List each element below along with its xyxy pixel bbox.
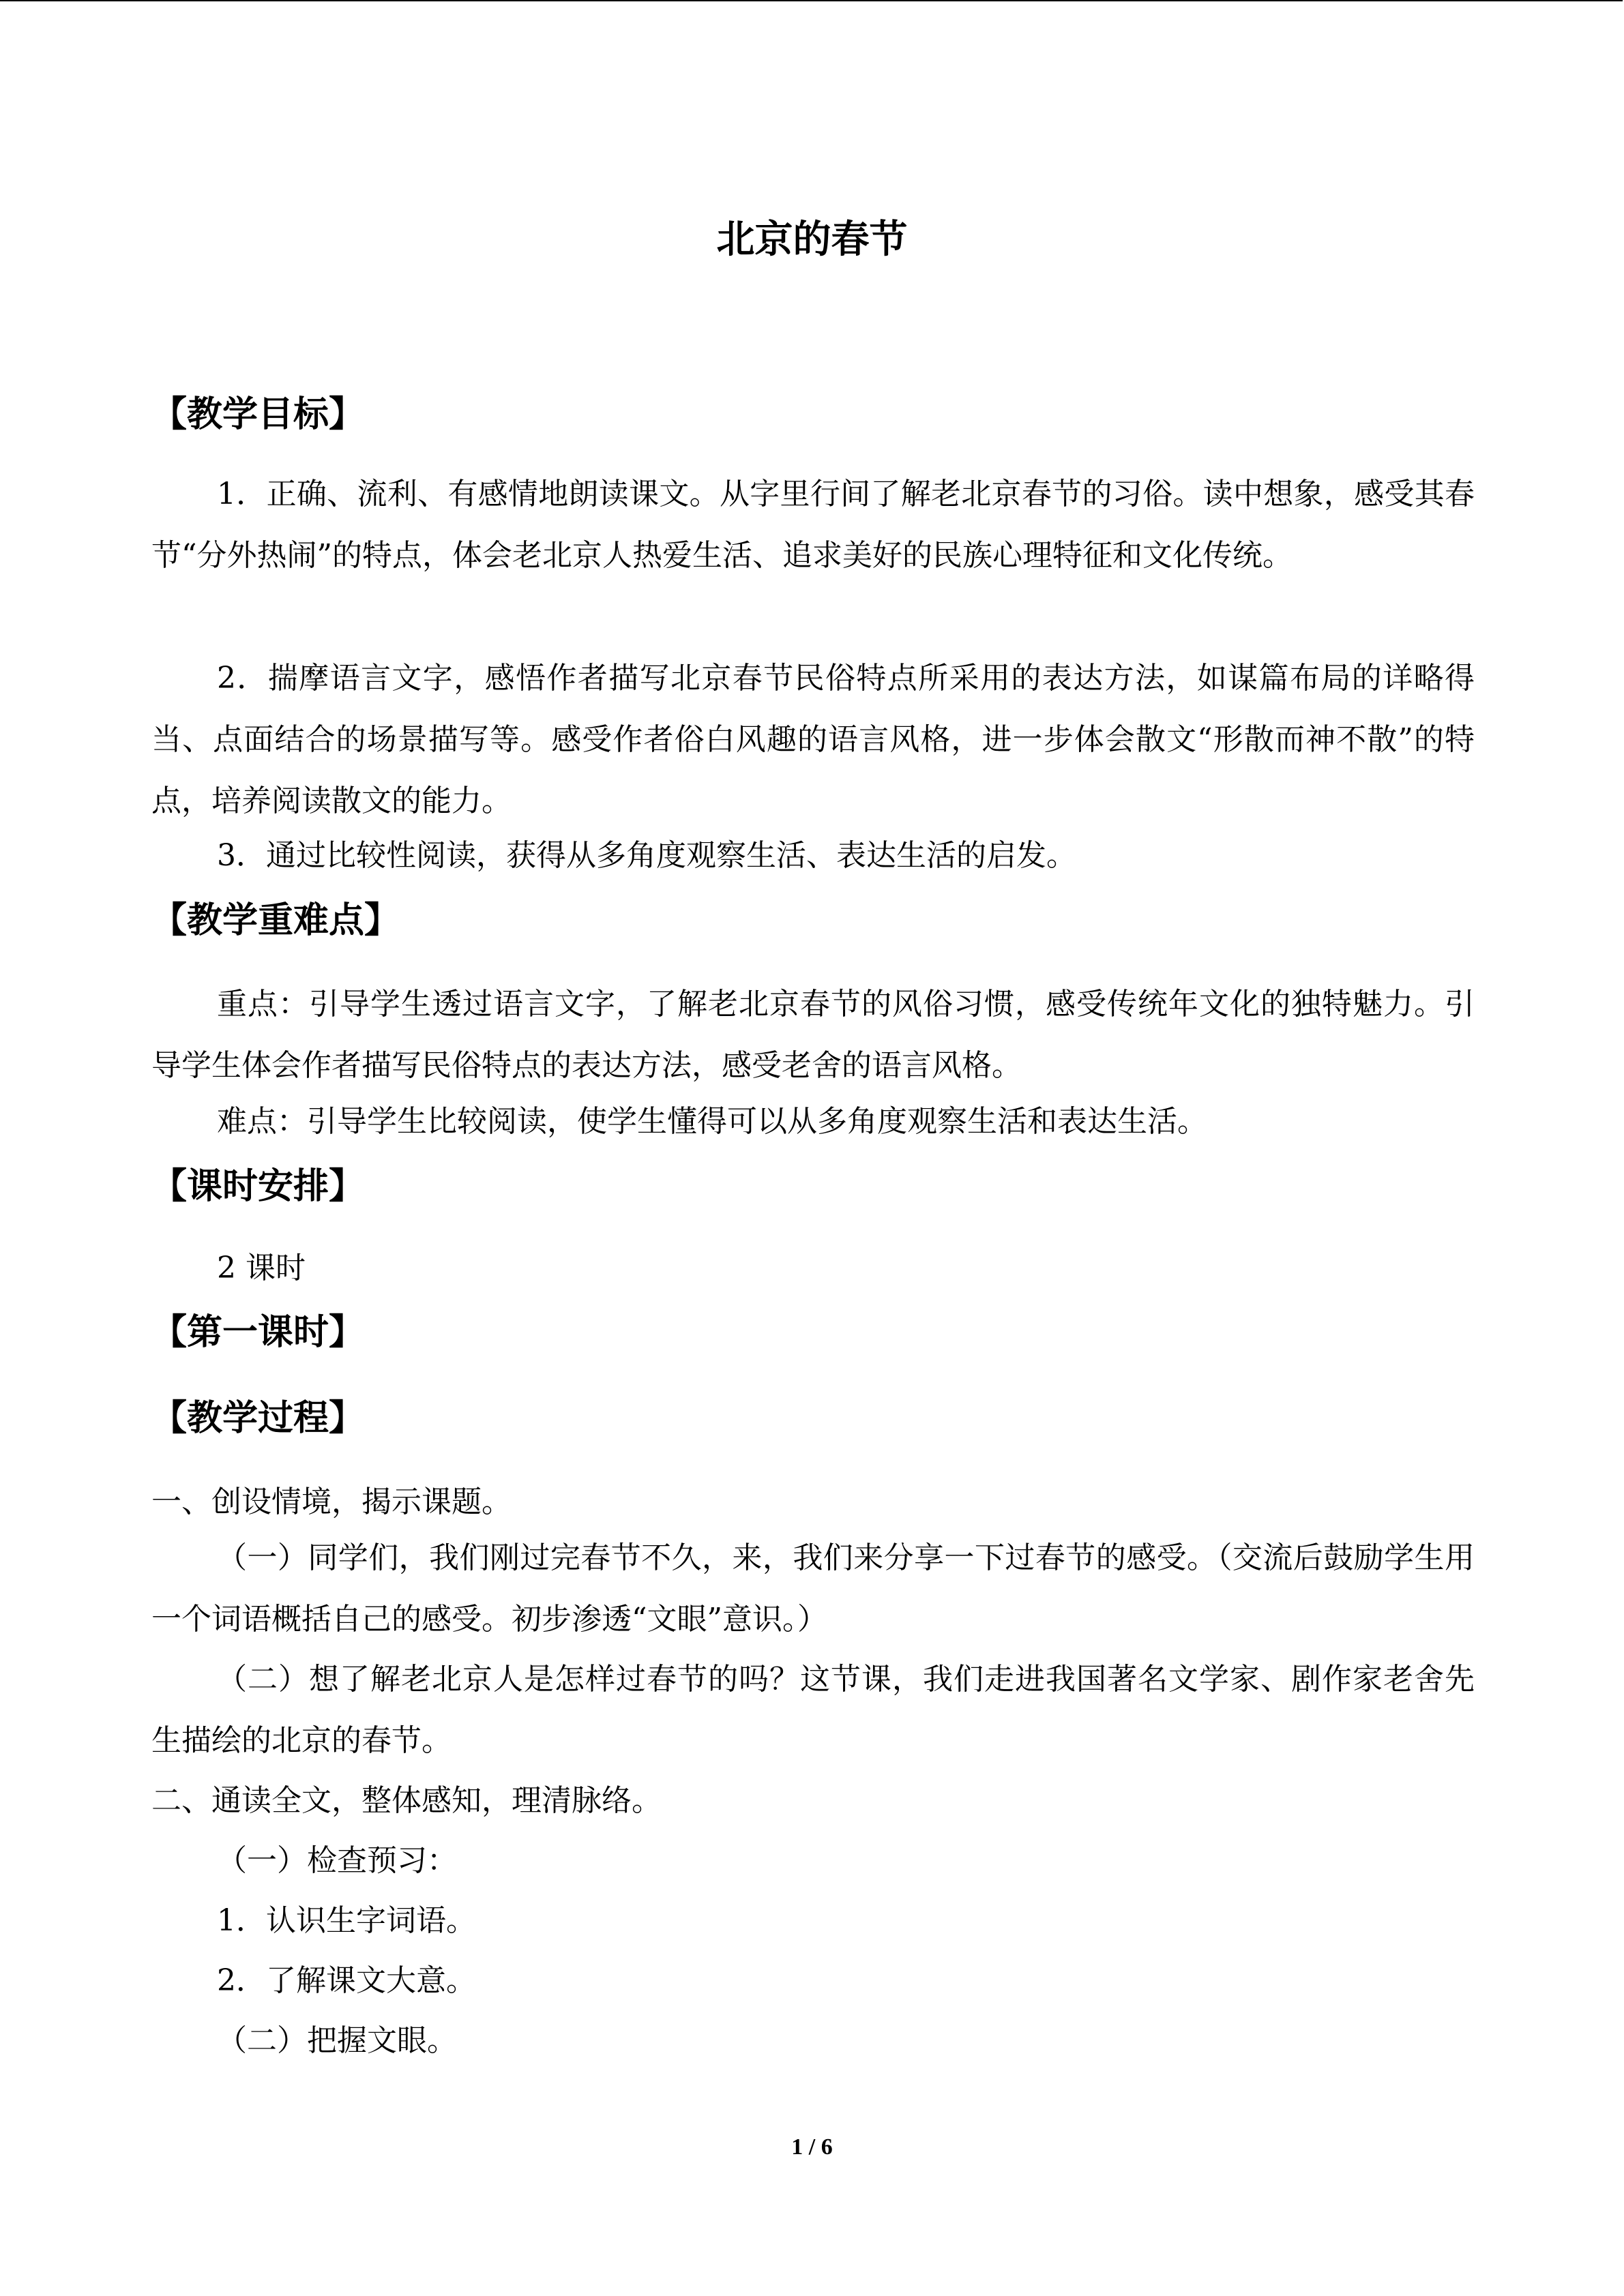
schedule-text: 2 课时 bbox=[217, 1251, 306, 1285]
objective-item-3: 3．通过比较性阅读，获得从多角度观察生活、表达生活的启发。 bbox=[217, 838, 1076, 873]
heading-key-points: 【教学重难点】 bbox=[151, 899, 400, 941]
heading-objectives: 【教学目标】 bbox=[151, 393, 365, 435]
heading-schedule: 【课时安排】 bbox=[151, 1165, 365, 1207]
heading-first-lesson: 【第一课时】 bbox=[151, 1311, 365, 1353]
page-top-border bbox=[0, 0, 1623, 3]
page-number: 1 / 6 bbox=[791, 2134, 833, 2160]
process-step-1a: （一）同学们，我们刚过完春节不久，来，我们来分享一下过春节的感受。（交流后鼓励学生用一个词语概括自己的感受。初步渗透“文眼”意识。） bbox=[151, 1540, 1475, 1637]
process-step-2a: （一）检查预习： bbox=[217, 1843, 457, 1878]
heading-process: 【教学过程】 bbox=[151, 1397, 365, 1439]
process-step-1: 一、创设情境，揭示课题。 bbox=[151, 1485, 512, 1519]
key-point-difficulty: 难点：引导学生比较阅读，使学生懂得可以从多角度观察生活和表达生活。 bbox=[217, 1104, 1207, 1139]
process-step-2a-1: 1．认识生字词语。 bbox=[217, 1903, 476, 1938]
process-step-2: 二、通读全文，整体感知，理清脉络。 bbox=[151, 1783, 662, 1818]
process-step-2a-2: 2．了解课文大意。 bbox=[217, 1963, 476, 1998]
key-point-focus: 重点：引导学生透过语言文字，了解老北京春节的风俗习惯，感受传统年文化的独特魅力。引导学生体会作者描写民俗特点的表达方法，感受老舍的语言风格。 bbox=[151, 987, 1475, 1083]
objective-item-2: 2．揣摩语言文字，感悟作者描写北京春节民俗特点所采用的表达方法，如谋篇布局的详略得当、点面结合的场景描写等。感受作者俗白风趣的语言风格，进一步体会散文“形散而神不散”的特点，培养阅读散文的能力。 bbox=[151, 661, 1475, 818]
objective-item-1: 1．正确、流利、有感情地朗读课文。从字里行间了解老北京春节的习俗。读中想象，感受其春节“分外热闹”的特点，体会老北京人热爱生活、追求美好的民族心理特征和文化传统。 bbox=[151, 477, 1475, 573]
document-title: 北京的春节 bbox=[716, 217, 908, 262]
process-step-1b: （二）想了解老北京人是怎样过春节的吗？这节课，我们走进我国著名文学家、剧作家老舍先生描绘的北京的春节。 bbox=[151, 1662, 1475, 1758]
process-step-2b: （二）把握文眼。 bbox=[217, 2023, 457, 2058]
